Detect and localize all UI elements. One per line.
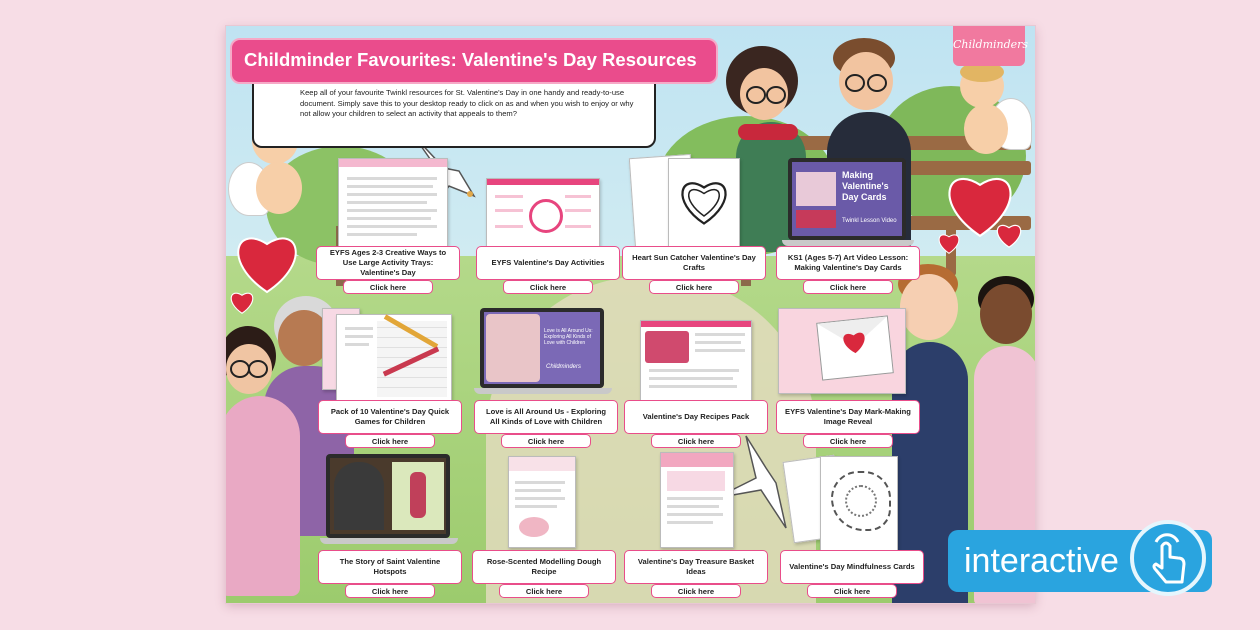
resource-card <box>474 308 624 468</box>
resource-card <box>318 308 468 468</box>
resource-card <box>776 154 926 314</box>
resource-title: EYFS Valentine's Day Mark-Making Image Reveal <box>776 400 920 434</box>
resource-card <box>780 450 930 603</box>
click-here-button[interactable]: Click here <box>649 280 739 294</box>
touch-hand-icon <box>1130 520 1206 596</box>
resource-card <box>622 154 772 314</box>
resource-thumbnail <box>336 314 452 402</box>
resource-thumbnail <box>640 320 752 404</box>
resource-card <box>476 154 626 314</box>
click-here-button[interactable]: Click here <box>651 584 741 598</box>
laptop-base <box>474 388 612 394</box>
click-here-button[interactable]: Click here <box>651 434 741 448</box>
click-here-button[interactable]: Click here <box>503 280 593 294</box>
laptop-screen <box>788 158 906 240</box>
resource-thumbnail <box>820 456 898 552</box>
brand-logo-text: Childminders <box>953 38 1029 51</box>
brand-logo <box>953 26 1029 66</box>
click-here-button[interactable]: Click here <box>343 280 433 294</box>
resource-thumbnail <box>778 308 906 394</box>
resource-thumbnail <box>668 158 740 252</box>
laptop-screen <box>480 308 604 388</box>
resource-sheet <box>226 26 1035 603</box>
resource-card <box>318 450 468 603</box>
resource-card <box>776 308 926 468</box>
click-here-button[interactable]: Click here <box>807 584 897 598</box>
resource-card <box>624 308 774 468</box>
heart-icon <box>232 230 302 294</box>
resource-title: Heart Sun Catcher Valentine's Day Crafts <box>622 246 766 280</box>
heart-outline-icon <box>677 177 731 225</box>
heart-icon <box>228 290 256 314</box>
resource-thumbnail <box>338 158 448 254</box>
click-here-button[interactable]: Click here <box>803 434 893 448</box>
resource-thumbnail <box>486 178 600 254</box>
heart-icon <box>936 232 962 254</box>
click-here-button[interactable]: Click here <box>345 584 435 598</box>
interactive-label: interactive <box>964 542 1119 580</box>
click-here-button[interactable]: Click here <box>345 434 435 448</box>
video-title: Making Valentine's Day Cards <box>842 170 889 202</box>
intro-box <box>252 78 656 148</box>
resource-title: Rose-Scented Modelling Dough Recipe <box>472 550 616 584</box>
love-thumb-brand: Childminders <box>546 364 582 370</box>
resource-title: KS1 (Ages 5-7) Art Video Lesson: Making Valentine's Day Cards <box>776 246 920 280</box>
resource-title: Love is All Around Us - Exploring All Kinds of Love with Children <box>474 400 618 434</box>
heart-icon <box>994 222 1024 248</box>
click-here-button[interactable]: Click here <box>501 434 591 448</box>
resource-card <box>472 450 622 603</box>
resource-title: EYFS Valentine's Day Activities <box>476 246 620 280</box>
resource-title: Pack of 10 Valentine's Day Quick Games for Children <box>318 400 462 434</box>
love-thumb-caption: Love is All Around Us: Exploring All Kinds of Love with Children <box>544 328 593 346</box>
resource-card <box>624 450 774 603</box>
resource-title: Valentine's Day Mindfulness Cards <box>780 550 924 584</box>
resource-title: EYFS Ages 2-3 Creative Ways to Use Large Activity Trays: Valentine's Day <box>316 246 460 280</box>
laptop-screen <box>326 454 450 538</box>
video-subtitle: Twinkl Lesson Video <box>842 218 897 224</box>
resource-title: Valentine's Day Treasure Basket Ideas <box>624 550 768 584</box>
intro-text: Keep all of your favourite Twinkl resources for St. Valentine's Day in one handy and ready-to-use document. Simply save this to your desktop ready to click on as and when you wish to enjoy or why not allow your children to select an activity that appeals to them? <box>300 88 634 119</box>
resource-card <box>316 154 466 314</box>
resource-title: The Story of Saint Valentine Hotspots <box>318 550 462 584</box>
resource-thumbnail <box>508 456 576 548</box>
laptop-base <box>320 538 458 544</box>
resource-title: Valentine's Day Recipes Pack <box>624 400 768 434</box>
click-here-button[interactable]: Click here <box>499 584 589 598</box>
click-here-button[interactable]: Click here <box>803 280 893 294</box>
title-banner <box>230 38 718 84</box>
heart-icon <box>840 325 869 360</box>
page-title: Childminder Favourites: Valentine's Day Resources <box>244 49 697 70</box>
resource-thumbnail <box>660 452 734 548</box>
